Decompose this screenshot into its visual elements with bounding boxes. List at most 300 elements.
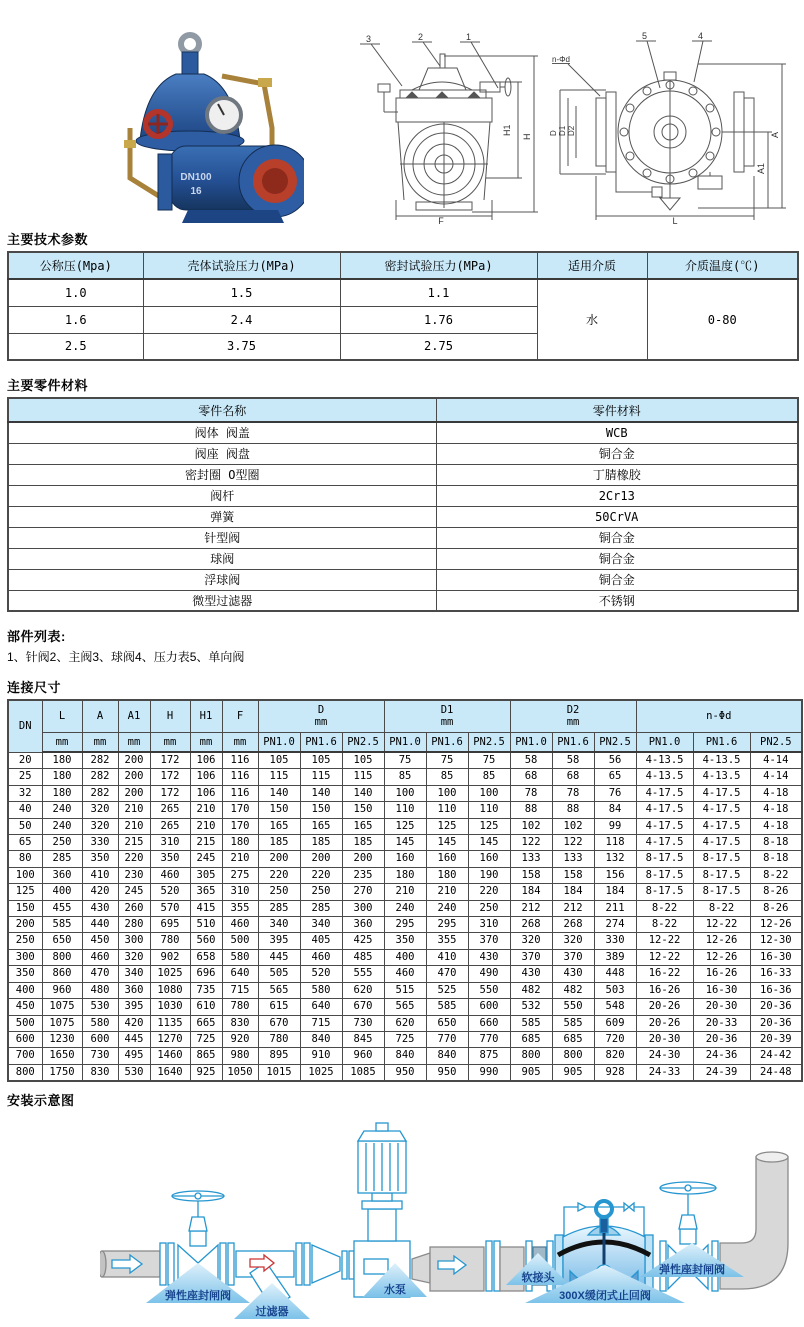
table-cell: 460 xyxy=(222,917,258,933)
table-cell: 610 xyxy=(190,999,222,1015)
table-cell: 485 xyxy=(342,949,384,965)
table-cell: 865 xyxy=(190,1048,222,1064)
table-cell: 1135 xyxy=(150,1015,190,1031)
table-cell: 密封圈 O型圈 xyxy=(8,464,436,485)
table-cell: 68 xyxy=(510,769,552,785)
table-cell: 180 xyxy=(222,835,258,851)
table-row xyxy=(8,933,802,949)
table-row xyxy=(8,982,802,998)
table-cell: 172 xyxy=(150,785,190,801)
table-cell: 106 xyxy=(190,769,222,785)
parts-list-text: 1、针阀2、主阀3、球阀4、压力表5、单向阀 xyxy=(7,650,245,664)
table-cell: 4-13.5 xyxy=(693,769,750,785)
table-cell: 4-17.5 xyxy=(636,785,693,801)
table-cell: 445 xyxy=(258,949,300,965)
table-cell: 184 xyxy=(594,884,636,900)
temperature-cell: 0-80 xyxy=(647,279,798,360)
table-cell: 300 xyxy=(118,933,150,949)
table-cell: 430 xyxy=(82,900,118,916)
table-cell: 8-17.5 xyxy=(636,851,693,867)
dim-d1: D1 xyxy=(558,125,567,136)
table-cell: 300 xyxy=(342,900,384,916)
table-cell: 105 xyxy=(342,752,384,769)
table-cell: 160 xyxy=(384,851,426,867)
table-cell: 950 xyxy=(384,1064,426,1081)
table-cell: 100 xyxy=(468,785,510,801)
table-cell: 320 xyxy=(118,949,150,965)
table-cell: 185 xyxy=(258,835,300,851)
table-cell: 158 xyxy=(510,867,552,883)
table-cell: 320 xyxy=(82,818,118,834)
table-cell: 8-22 xyxy=(636,900,693,916)
table-cell: 260 xyxy=(118,900,150,916)
table-cell: 210 xyxy=(222,851,258,867)
table-cell: 320 xyxy=(82,802,118,818)
table-cell: 58 xyxy=(552,752,594,769)
table-cell: 24-42 xyxy=(750,1048,802,1064)
col-header: A1 xyxy=(118,700,150,732)
table-cell: 150 xyxy=(342,802,384,818)
table-cell: 650 xyxy=(42,933,82,949)
table-cell: 370 xyxy=(510,949,552,965)
table-cell: 585 xyxy=(426,999,468,1015)
table-cell: 1.76 xyxy=(340,306,537,333)
table-cell: 105 xyxy=(300,752,342,769)
table-cell: 215 xyxy=(118,835,150,851)
table-cell: 410 xyxy=(82,867,118,883)
table-cell: 895 xyxy=(258,1048,300,1064)
table-cell: 78 xyxy=(510,785,552,801)
table-cell: 455 xyxy=(42,900,82,916)
table-cell: 665 xyxy=(190,1015,222,1031)
table-cell: 4-18 xyxy=(750,818,802,834)
table-cell: 274 xyxy=(594,917,636,933)
table-cell: 360 xyxy=(118,982,150,998)
table-cell: 180 xyxy=(42,785,82,801)
table-cell: 220 xyxy=(118,851,150,867)
table-cell: 405 xyxy=(300,933,342,949)
table-row xyxy=(8,569,798,590)
table-cell: 185 xyxy=(342,835,384,851)
table-cell: 725 xyxy=(384,1031,426,1047)
table-cell: 12-22 xyxy=(636,949,693,965)
table-cell: 85 xyxy=(426,769,468,785)
table-cell: 450 xyxy=(8,999,42,1015)
pn-header: PN1.6 xyxy=(426,732,468,752)
table-cell: 100 xyxy=(426,785,468,801)
table-cell: 200 xyxy=(342,851,384,867)
table-cell: 184 xyxy=(552,884,594,900)
table-cell: 200 xyxy=(258,851,300,867)
table-cell: 275 xyxy=(222,867,258,883)
table-cell: 20-36 xyxy=(750,1015,802,1031)
table-cell: 340 xyxy=(258,917,300,933)
dim-a: A xyxy=(770,131,780,138)
pn-header: PN1.0 xyxy=(510,732,552,752)
table-cell: 16-30 xyxy=(750,949,802,965)
table-cell: 510 xyxy=(190,917,222,933)
table-cell: 440 xyxy=(82,917,118,933)
table-row xyxy=(8,1048,802,1064)
table-cell: 500 xyxy=(8,1015,42,1031)
table-cell: 609 xyxy=(594,1015,636,1031)
table-cell: 180 xyxy=(426,867,468,883)
installation-diagram xyxy=(100,1113,790,1327)
table-cell: 295 xyxy=(384,917,426,933)
table-cell: 12-26 xyxy=(693,933,750,949)
table-cell: 80 xyxy=(8,851,42,867)
table-cell: 4-14 xyxy=(750,769,802,785)
table-cell: 170 xyxy=(222,818,258,834)
table-cell: 928 xyxy=(594,1064,636,1081)
table-cell: 310 xyxy=(468,917,510,933)
table-cell: 450 xyxy=(82,933,118,949)
dim-nphid: n-Φd xyxy=(552,55,570,64)
table-cell: 210 xyxy=(190,818,222,834)
materials-heading: 主要零件材料 xyxy=(7,378,89,393)
table-cell: 212 xyxy=(510,900,552,916)
table-cell: 250 xyxy=(8,933,42,949)
table-cell: 285 xyxy=(300,900,342,916)
table-cell: 200 xyxy=(118,769,150,785)
table-cell: 微型过滤器 xyxy=(8,590,436,611)
table-cell: 615 xyxy=(258,999,300,1015)
table-cell: 78 xyxy=(552,785,594,801)
table-cell: 132 xyxy=(594,851,636,867)
callout-1: 1 xyxy=(466,32,472,42)
table-cell: 555 xyxy=(342,966,384,982)
table-cell: 24-48 xyxy=(750,1064,802,1081)
table-cell: 4-17.5 xyxy=(693,818,750,834)
table-cell: 2.4 xyxy=(143,306,340,333)
table-cell: 58 xyxy=(510,752,552,769)
pn-header: PN1.6 xyxy=(693,732,750,752)
table-cell: 210 xyxy=(118,818,150,834)
table-cell: 800 xyxy=(8,1064,42,1081)
col-group-d: D mm xyxy=(258,700,384,732)
table-cell: 770 xyxy=(426,1031,468,1047)
table-cell: 350 xyxy=(82,851,118,867)
pn-header: PN1.0 xyxy=(258,732,300,752)
table-cell: 156 xyxy=(594,867,636,883)
table-row xyxy=(8,1031,802,1047)
col-header: H xyxy=(150,700,190,732)
table-cell: 360 xyxy=(42,867,82,883)
table-cell: 4-18 xyxy=(750,802,802,818)
table-cell: 102 xyxy=(510,818,552,834)
table-cell: 24-33 xyxy=(636,1064,693,1081)
table-cell: 铜合金 xyxy=(436,443,798,464)
table-cell: 12-26 xyxy=(750,917,802,933)
table-cell: 140 xyxy=(258,785,300,801)
table-cell: 75 xyxy=(426,752,468,769)
table-cell: 133 xyxy=(510,851,552,867)
table-cell: 8-18 xyxy=(750,851,802,867)
table-cell: 165 xyxy=(342,818,384,834)
table-cell: 515 xyxy=(384,982,426,998)
table-cell: 1085 xyxy=(342,1064,384,1081)
table-cell: 490 xyxy=(468,966,510,982)
table-cell: 495 xyxy=(118,1048,150,1064)
table-cell: 105 xyxy=(258,752,300,769)
table-cell: 180 xyxy=(384,867,426,883)
table-cell: 85 xyxy=(384,769,426,785)
table-cell: 100 xyxy=(8,867,42,883)
unit-header: mm xyxy=(42,732,82,752)
table-cell: 910 xyxy=(300,1048,342,1064)
table-cell: 340 xyxy=(118,966,150,982)
table-row xyxy=(8,835,802,851)
table-cell: 125 xyxy=(8,884,42,900)
table-cell: 600 xyxy=(8,1031,42,1047)
table-cell: 116 xyxy=(222,752,258,769)
body-mark-line2: 16 xyxy=(190,186,202,197)
col-header: 零件材料 xyxy=(436,398,798,422)
table-cell: 245 xyxy=(190,851,222,867)
table-cell: 88 xyxy=(552,802,594,818)
table-cell: 340 xyxy=(300,917,342,933)
table-cell: 532 xyxy=(510,999,552,1015)
table-cell: 800 xyxy=(510,1048,552,1064)
table-cell: 530 xyxy=(118,1064,150,1081)
unit-header: mm xyxy=(82,732,118,752)
eyebolt-icon xyxy=(596,1201,612,1217)
table-cell: 320 xyxy=(552,933,594,949)
table-cell: 470 xyxy=(82,966,118,982)
table-cell: 400 xyxy=(8,982,42,998)
table-row xyxy=(8,1015,802,1031)
table-cell: 阀体 阀盖 xyxy=(8,422,436,443)
col-header: L xyxy=(42,700,82,732)
table-cell: 395 xyxy=(258,933,300,949)
table-cell: 320 xyxy=(510,933,552,949)
table-cell: 860 xyxy=(42,966,82,982)
table-cell: 220 xyxy=(468,884,510,900)
table-cell: 24-30 xyxy=(636,1048,693,1064)
table-cell: 780 xyxy=(150,933,190,949)
table-cell: 12-22 xyxy=(693,917,750,933)
unit-header: mm xyxy=(222,732,258,752)
table-cell: 50CrVA xyxy=(436,506,798,527)
table-cell: 370 xyxy=(552,949,594,965)
table-cell: 2.75 xyxy=(340,333,537,360)
diagram-label: 弹性座封闸阀 xyxy=(165,1290,231,1303)
table-cell: 220 xyxy=(300,867,342,883)
dimensions-heading: 连接尺寸 xyxy=(7,680,62,695)
table-cell: 180 xyxy=(42,769,82,785)
table-cell: 620 xyxy=(342,982,384,998)
eyebolt-icon xyxy=(181,35,199,53)
table-cell: 280 xyxy=(118,917,150,933)
table-cell: 840 xyxy=(426,1048,468,1064)
table-row xyxy=(8,949,802,965)
materials-table xyxy=(7,397,799,612)
table-cell: 240 xyxy=(384,900,426,916)
table-cell: 250 xyxy=(42,835,82,851)
table-cell: 弹簧 xyxy=(8,506,436,527)
table-cell: 4-13.5 xyxy=(636,752,693,769)
table-cell: 470 xyxy=(426,966,468,982)
table-row xyxy=(8,851,802,867)
table-cell: 丁腈橡胶 xyxy=(436,464,798,485)
table-cell: 190 xyxy=(468,867,510,883)
callout-5: 5 xyxy=(642,31,648,41)
pn-header: PN2.5 xyxy=(468,732,510,752)
tech-params-table xyxy=(7,251,799,361)
table-cell: 24-39 xyxy=(693,1064,750,1081)
table-cell: 1030 xyxy=(150,999,190,1015)
table-cell: 715 xyxy=(300,1015,342,1031)
table-cell: 420 xyxy=(82,884,118,900)
table-cell: 8-17.5 xyxy=(693,867,750,883)
table-cell: 8-17.5 xyxy=(636,867,693,883)
table-cell: 184 xyxy=(510,884,552,900)
table-cell: 980 xyxy=(222,1048,258,1064)
table-cell: 520 xyxy=(300,966,342,982)
table-cell: 100 xyxy=(384,785,426,801)
table-cell: 铜合金 xyxy=(436,527,798,548)
table-cell: 铜合金 xyxy=(436,548,798,569)
table-cell: 389 xyxy=(594,949,636,965)
table-row xyxy=(8,769,802,785)
pn-header: PN1.0 xyxy=(636,732,693,752)
table-cell: 696 xyxy=(190,966,222,982)
table-cell: 1.1 xyxy=(340,279,537,306)
drawing-front-view xyxy=(548,26,794,226)
body-mark-line1: DN100 xyxy=(180,172,212,183)
table-cell: 110 xyxy=(468,802,510,818)
table-cell: 240 xyxy=(426,900,468,916)
table-cell: 1750 xyxy=(42,1064,82,1081)
table-cell: 365 xyxy=(190,884,222,900)
table-cell: 4-17.5 xyxy=(636,835,693,851)
table-cell: 20-36 xyxy=(750,999,802,1015)
table-cell: 905 xyxy=(552,1064,594,1081)
parts-list-heading: 部件列表: xyxy=(7,629,66,644)
table-cell: 725 xyxy=(190,1031,222,1047)
table-cell: 106 xyxy=(190,752,222,769)
table-cell: 85 xyxy=(468,769,510,785)
table-cell: 针型阀 xyxy=(8,527,436,548)
table-cell: 阀杆 xyxy=(8,485,436,506)
medium-cell: 水 xyxy=(537,279,647,360)
table-cell: 20-26 xyxy=(636,999,693,1015)
table-cell: 770 xyxy=(468,1031,510,1047)
table-cell: 116 xyxy=(222,785,258,801)
table-cell: 浮球阀 xyxy=(8,569,436,590)
table-cell: 20-33 xyxy=(693,1015,750,1031)
table-row xyxy=(8,464,798,485)
table-cell: 830 xyxy=(82,1064,118,1081)
col-header: 公称压(Mpa) xyxy=(8,252,143,279)
table-cell: 1080 xyxy=(150,982,190,998)
table-cell: 840 xyxy=(300,1031,342,1047)
col-header: 零件名称 xyxy=(8,398,436,422)
dim-h1: H1 xyxy=(502,124,512,136)
table-cell: 8-17.5 xyxy=(693,884,750,900)
table-cell: 640 xyxy=(300,999,342,1015)
table-cell: 300 xyxy=(8,949,42,965)
table-cell: 150 xyxy=(258,802,300,818)
dim-a1: A1 xyxy=(756,162,766,174)
table-cell: 310 xyxy=(150,835,190,851)
table-cell: 56 xyxy=(594,752,636,769)
table-cell: 68 xyxy=(552,769,594,785)
table-cell: 20-30 xyxy=(693,999,750,1015)
table-cell: 106 xyxy=(190,785,222,801)
table-cell: 820 xyxy=(594,1048,636,1064)
table-cell: 4-17.5 xyxy=(636,802,693,818)
unit-header: mm xyxy=(150,732,190,752)
table-header-row xyxy=(8,700,802,732)
table-cell: 585 xyxy=(510,1015,552,1031)
dimensions-table xyxy=(7,699,803,1082)
table-cell: 250 xyxy=(300,884,342,900)
pn-header: PN1.6 xyxy=(300,732,342,752)
pn-header: PN1.6 xyxy=(552,732,594,752)
table-cell: 685 xyxy=(510,1031,552,1047)
table-cell: 1025 xyxy=(300,1064,342,1081)
table-cell: 445 xyxy=(118,1031,150,1047)
table-cell: 460 xyxy=(384,966,426,982)
table-cell: 4-14 xyxy=(750,752,802,769)
table-cell: 695 xyxy=(150,917,190,933)
table-row xyxy=(8,1064,802,1081)
table-cell: 430 xyxy=(468,949,510,965)
diagram-label: 弹性座封闸阀 xyxy=(659,1264,725,1277)
table-cell: 720 xyxy=(594,1031,636,1047)
table-cell: 125 xyxy=(384,818,426,834)
table-cell: 565 xyxy=(384,999,426,1015)
table-cell: 1270 xyxy=(150,1031,190,1047)
table-cell: 220 xyxy=(258,867,300,883)
table-cell: 102 xyxy=(552,818,594,834)
table-cell: 115 xyxy=(258,769,300,785)
table-cell: 1075 xyxy=(42,1015,82,1031)
table-cell: 32 xyxy=(8,785,42,801)
table-cell: 160 xyxy=(468,851,510,867)
table-cell: 145 xyxy=(468,835,510,851)
table-cell: 230 xyxy=(118,867,150,883)
table-cell: 580 xyxy=(82,1015,118,1031)
table-cell: 145 xyxy=(426,835,468,851)
table-cell: 650 xyxy=(426,1015,468,1031)
table-cell: 482 xyxy=(552,982,594,998)
col-header: A xyxy=(82,700,118,732)
table-cell: 460 xyxy=(300,949,342,965)
table-cell: 75 xyxy=(384,752,426,769)
table-cell: 20-30 xyxy=(636,1031,693,1047)
table-cell: 125 xyxy=(426,818,468,834)
pn-header: PN2.5 xyxy=(750,732,802,752)
col-group-d2: D2 mm xyxy=(510,700,636,732)
table-cell: 845 xyxy=(342,1031,384,1047)
table-cell: 65 xyxy=(594,769,636,785)
table-cell: 268 xyxy=(510,917,552,933)
table-cell: 685 xyxy=(552,1031,594,1047)
table-cell: 800 xyxy=(42,949,82,965)
table-cell: 330 xyxy=(594,933,636,949)
table-cell: 116 xyxy=(222,769,258,785)
table-cell: 282 xyxy=(82,785,118,801)
table-cell: 585 xyxy=(552,1015,594,1031)
table-cell: 210 xyxy=(384,884,426,900)
table-cell: 902 xyxy=(150,949,190,965)
table-cell: 240 xyxy=(42,802,82,818)
table-cell: 185 xyxy=(300,835,342,851)
table-cell: 2.5 xyxy=(8,333,143,360)
table-cell: 1015 xyxy=(258,1064,300,1081)
